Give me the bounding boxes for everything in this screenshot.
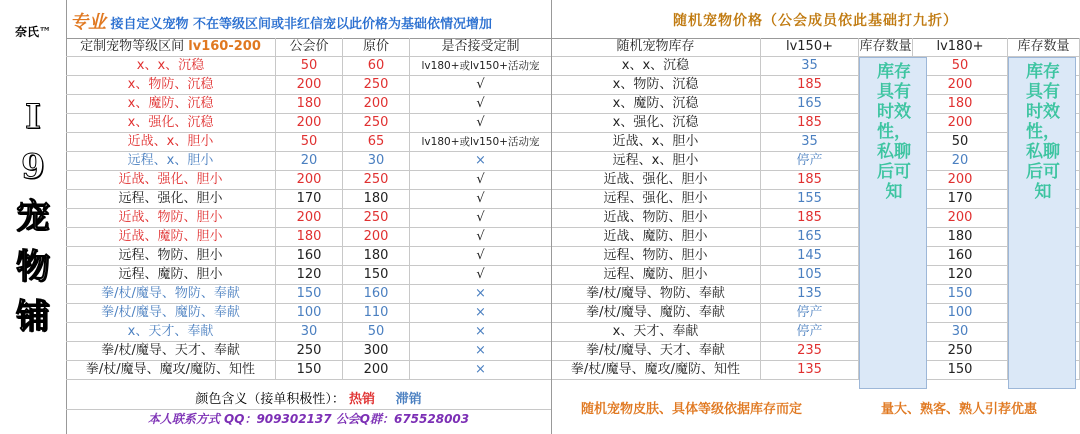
right-header-row bbox=[551, 38, 1080, 57]
pet-name: 近战、x、胆小 bbox=[66, 133, 276, 152]
custom-accept: √ bbox=[410, 266, 552, 285]
random-pet-name: x、x、沉稳 bbox=[551, 57, 761, 76]
price-lv180: 50 bbox=[913, 57, 1008, 76]
pet-name: x、物防、沉稳 bbox=[66, 76, 276, 95]
custom-accept: × bbox=[410, 361, 552, 380]
table-row bbox=[551, 304, 1080, 323]
color-legend bbox=[66, 390, 551, 410]
table-row bbox=[66, 133, 552, 152]
table-row bbox=[551, 247, 1080, 266]
price-lv180: 250 bbox=[913, 342, 1008, 361]
custom-accept: √ bbox=[410, 190, 552, 209]
random-notes bbox=[551, 392, 1080, 428]
shop-title bbox=[6, 92, 60, 342]
banner-lead: 专业 bbox=[70, 12, 106, 33]
guild-price: 170 bbox=[276, 190, 343, 209]
price-lv150: 185 bbox=[761, 209, 859, 228]
pet-name: 拳/杖/魔导、天才、奉献 bbox=[66, 342, 276, 361]
custom-accept: √ bbox=[410, 76, 552, 95]
contact-info: 本人联系方式 QQ：909302137 公会Q群：675528003 bbox=[147, 412, 470, 426]
table-row bbox=[66, 304, 552, 323]
table-row bbox=[551, 285, 1080, 304]
shop-title-char: 铺 bbox=[16, 297, 50, 337]
custom-accept: × bbox=[410, 342, 552, 361]
price-lv180: 100 bbox=[913, 304, 1008, 323]
guild-price: 180 bbox=[276, 95, 343, 114]
random-pet-name: x、天才、奉献 bbox=[551, 323, 761, 342]
pet-name: 拳/杖/魔导、魔攻/魔防、知性 bbox=[66, 361, 276, 380]
pet-name: 拳/杖/魔导、魔防、奉献 bbox=[66, 304, 276, 323]
price-lv180: 150 bbox=[913, 361, 1008, 380]
custom-accept: × bbox=[410, 152, 552, 171]
original-price: 180 bbox=[343, 247, 410, 266]
random-pet-name: 近战、物防、胆小 bbox=[551, 209, 761, 228]
pet-name: 拳/杖/魔导、物防、奉献 bbox=[66, 285, 276, 304]
custom-accept: √ bbox=[410, 247, 552, 266]
table-row bbox=[551, 228, 1080, 247]
price-lv150: 135 bbox=[761, 285, 859, 304]
price-lv180: 200 bbox=[913, 171, 1008, 190]
sidebar bbox=[0, 0, 67, 434]
table-row bbox=[551, 152, 1080, 171]
table-row bbox=[66, 114, 552, 133]
original-price: 150 bbox=[343, 266, 410, 285]
guild-price: 150 bbox=[276, 285, 343, 304]
table-row bbox=[66, 342, 552, 361]
legend-label: 颜色含义（接单积极性）： bbox=[195, 392, 345, 407]
original-price: 160 bbox=[343, 285, 410, 304]
guild-price: 120 bbox=[276, 266, 343, 285]
stock-note-180: 库存具有时效性，私聊后可知 bbox=[1026, 62, 1060, 202]
custom-accept: lv180+或lv150+活动宠 bbox=[410, 57, 552, 76]
original-price: 30 bbox=[343, 152, 410, 171]
random-pet-name: 近战、魔防、胆小 bbox=[551, 228, 761, 247]
table-row bbox=[551, 95, 1080, 114]
pet-name: 近战、物防、胆小 bbox=[66, 209, 276, 228]
guild-price: 200 bbox=[276, 209, 343, 228]
table-row bbox=[66, 247, 552, 266]
pet-name: x、x、沉稳 bbox=[66, 57, 276, 76]
price-lv180: 150 bbox=[913, 285, 1008, 304]
random-pet-name: 近战、x、胆小 bbox=[551, 133, 761, 152]
random-note-discount: 量大、熟客、熟人引荐优惠 bbox=[881, 402, 1038, 417]
price-lv150: 185 bbox=[761, 171, 859, 190]
left-header-row bbox=[66, 38, 552, 57]
banner-text: 接自定义宠物 不在等级区间或非红信宠以此价格为基础依情况增加 bbox=[110, 17, 493, 32]
random-pet-name: x、强化、沉稳 bbox=[551, 114, 761, 133]
table-row bbox=[66, 285, 552, 304]
random-banner bbox=[551, 0, 1080, 39]
original-price: 250 bbox=[343, 76, 410, 95]
pet-name: x、强化、沉稳 bbox=[66, 114, 276, 133]
original-price: 200 bbox=[343, 228, 410, 247]
stock-box-150 bbox=[859, 57, 927, 389]
shop-title-char: 宠 bbox=[16, 197, 50, 237]
custom-accept: √ bbox=[410, 95, 552, 114]
original-price: 200 bbox=[343, 361, 410, 380]
custom-accept: × bbox=[410, 285, 552, 304]
table-row bbox=[551, 190, 1080, 209]
header-level-range bbox=[66, 38, 276, 57]
table-row bbox=[551, 342, 1080, 361]
random-pet-name: x、物防、沉稳 bbox=[551, 76, 761, 95]
table-row bbox=[551, 323, 1080, 342]
price-lv180: 180 bbox=[913, 228, 1008, 247]
original-price: 250 bbox=[343, 209, 410, 228]
divider bbox=[551, 0, 552, 434]
table-row bbox=[66, 95, 552, 114]
shop-title-char: 9 bbox=[21, 147, 45, 187]
price-lv150: 停产 bbox=[761, 304, 859, 323]
original-price: 250 bbox=[343, 171, 410, 190]
guild-price: 200 bbox=[276, 171, 343, 190]
price-lv150: 停产 bbox=[761, 152, 859, 171]
guild-price: 250 bbox=[276, 342, 343, 361]
table-row bbox=[66, 228, 552, 247]
header-guild-price: 公会价 bbox=[276, 38, 343, 57]
table-row bbox=[551, 209, 1080, 228]
header-stock-qty-150: 库存数量 bbox=[859, 38, 913, 57]
price-lv180: 200 bbox=[913, 76, 1008, 95]
random-pet-name: 远程、x、胆小 bbox=[551, 152, 761, 171]
custom-accept: lv180+或lv150+活动宠 bbox=[410, 133, 552, 152]
custom-banner bbox=[66, 0, 552, 39]
pet-name: x、魔防、沉稳 bbox=[66, 95, 276, 114]
price-lv180: 200 bbox=[913, 114, 1008, 133]
price-lv150: 235 bbox=[761, 342, 859, 361]
table-row bbox=[551, 76, 1080, 95]
table-row bbox=[66, 266, 552, 285]
price-lv150: 105 bbox=[761, 266, 859, 285]
header-level-label: 定制宠物等级区间 bbox=[80, 39, 185, 54]
table-row bbox=[551, 266, 1080, 285]
price-lv150: 155 bbox=[761, 190, 859, 209]
legend-slow: 滞销 bbox=[395, 392, 422, 407]
random-pet-name: 拳/杖/魔导、物防、奉献 bbox=[551, 285, 761, 304]
table-row bbox=[66, 361, 552, 380]
guild-price: 20 bbox=[276, 152, 343, 171]
random-pet-name: 远程、物防、胆小 bbox=[551, 247, 761, 266]
pet-name: 远程、强化、胆小 bbox=[66, 190, 276, 209]
table-row bbox=[551, 114, 1080, 133]
price-lv150: 停产 bbox=[761, 323, 859, 342]
original-price: 250 bbox=[343, 114, 410, 133]
shop-title-char: 物 bbox=[16, 247, 50, 287]
price-lv180: 20 bbox=[913, 152, 1008, 171]
original-price: 65 bbox=[343, 133, 410, 152]
price-lv150: 165 bbox=[761, 95, 859, 114]
table-row bbox=[551, 133, 1080, 152]
header-level-value: lv160-200 bbox=[188, 39, 261, 54]
guild-price: 180 bbox=[276, 228, 343, 247]
price-lv150: 35 bbox=[761, 133, 859, 152]
original-price: 300 bbox=[343, 342, 410, 361]
guild-price: 200 bbox=[276, 76, 343, 95]
pet-name: 远程、物防、胆小 bbox=[66, 247, 276, 266]
price-lv150: 35 bbox=[761, 57, 859, 76]
guild-price: 30 bbox=[276, 323, 343, 342]
guild-price: 50 bbox=[276, 133, 343, 152]
table-row bbox=[66, 209, 552, 228]
price-lv180: 30 bbox=[913, 323, 1008, 342]
price-lv150: 185 bbox=[761, 76, 859, 95]
pet-name: 远程、x、胆小 bbox=[66, 152, 276, 171]
guild-price: 200 bbox=[276, 114, 343, 133]
price-lv180: 120 bbox=[913, 266, 1008, 285]
random-banner-text: 随机宠物价格（公会成员依此基础打九折） bbox=[673, 13, 958, 29]
original-price: 180 bbox=[343, 190, 410, 209]
table-row bbox=[66, 152, 552, 171]
custom-accept: √ bbox=[410, 228, 552, 247]
custom-accept: × bbox=[410, 304, 552, 323]
header-original-price: 原价 bbox=[343, 38, 410, 57]
original-price: 50 bbox=[343, 323, 410, 342]
guild-price: 100 bbox=[276, 304, 343, 323]
legend-hot: 热销 bbox=[348, 392, 375, 407]
header-stock-qty-180: 库存数量 bbox=[1008, 38, 1080, 57]
stock-box-180 bbox=[1008, 57, 1076, 389]
original-price: 200 bbox=[343, 95, 410, 114]
price-lv180: 50 bbox=[913, 133, 1008, 152]
price-lv180: 160 bbox=[913, 247, 1008, 266]
random-pet-name: x、魔防、沉稳 bbox=[551, 95, 761, 114]
random-pet-name: 拳/杖/魔导、天才、奉献 bbox=[551, 342, 761, 361]
table-row bbox=[66, 190, 552, 209]
pet-name: 近战、魔防、胆小 bbox=[66, 228, 276, 247]
price-lv150: 165 bbox=[761, 228, 859, 247]
guild-price: 160 bbox=[276, 247, 343, 266]
custom-accept: √ bbox=[410, 114, 552, 133]
table-row bbox=[66, 76, 552, 95]
header-lv180: lv180+ bbox=[913, 38, 1008, 57]
price-lv150: 135 bbox=[761, 361, 859, 380]
original-price: 110 bbox=[343, 304, 410, 323]
stock-note-150: 库存具有时效性，私聊后可知 bbox=[877, 62, 911, 202]
table-row bbox=[551, 171, 1080, 190]
original-price: 60 bbox=[343, 57, 410, 76]
table-row bbox=[66, 171, 552, 190]
custom-accept: × bbox=[410, 323, 552, 342]
price-lv180: 180 bbox=[913, 95, 1008, 114]
table-row bbox=[551, 361, 1080, 380]
shop-title-char: Ⅰ bbox=[25, 97, 41, 137]
guild-price: 50 bbox=[276, 57, 343, 76]
random-pet-name: 远程、强化、胆小 bbox=[551, 190, 761, 209]
pet-name: 远程、魔防、胆小 bbox=[66, 266, 276, 285]
random-note-skin: 随机宠物皮肤、具体等级依据库存而定 bbox=[581, 402, 803, 417]
pet-name: 近战、强化、胆小 bbox=[66, 171, 276, 190]
price-lv150: 145 bbox=[761, 247, 859, 266]
random-pet-name: 远程、魔防、胆小 bbox=[551, 266, 761, 285]
random-pet-name: 拳/杖/魔导、魔防、奉献 bbox=[551, 304, 761, 323]
random-pet-name: 近战、强化、胆小 bbox=[551, 171, 761, 190]
header-random-stock: 随机宠物库存 bbox=[551, 38, 761, 57]
random-pet-name: 拳/杖/魔导、魔攻/魔防、知性 bbox=[551, 361, 761, 380]
header-custom: 是否接受定制 bbox=[410, 38, 552, 57]
custom-accept: √ bbox=[410, 209, 552, 228]
pet-name: x、天才、奉献 bbox=[66, 323, 276, 342]
table-row bbox=[66, 323, 552, 342]
header-lv150: lv150+ bbox=[761, 38, 859, 57]
price-lv180: 200 bbox=[913, 209, 1008, 228]
brand-label: 奈氏™ bbox=[14, 25, 51, 39]
custom-accept: √ bbox=[410, 171, 552, 190]
table-row bbox=[66, 57, 552, 76]
guild-price: 150 bbox=[276, 361, 343, 380]
price-lv180: 170 bbox=[913, 190, 1008, 209]
table-row bbox=[551, 57, 1080, 76]
price-lv150: 185 bbox=[761, 114, 859, 133]
